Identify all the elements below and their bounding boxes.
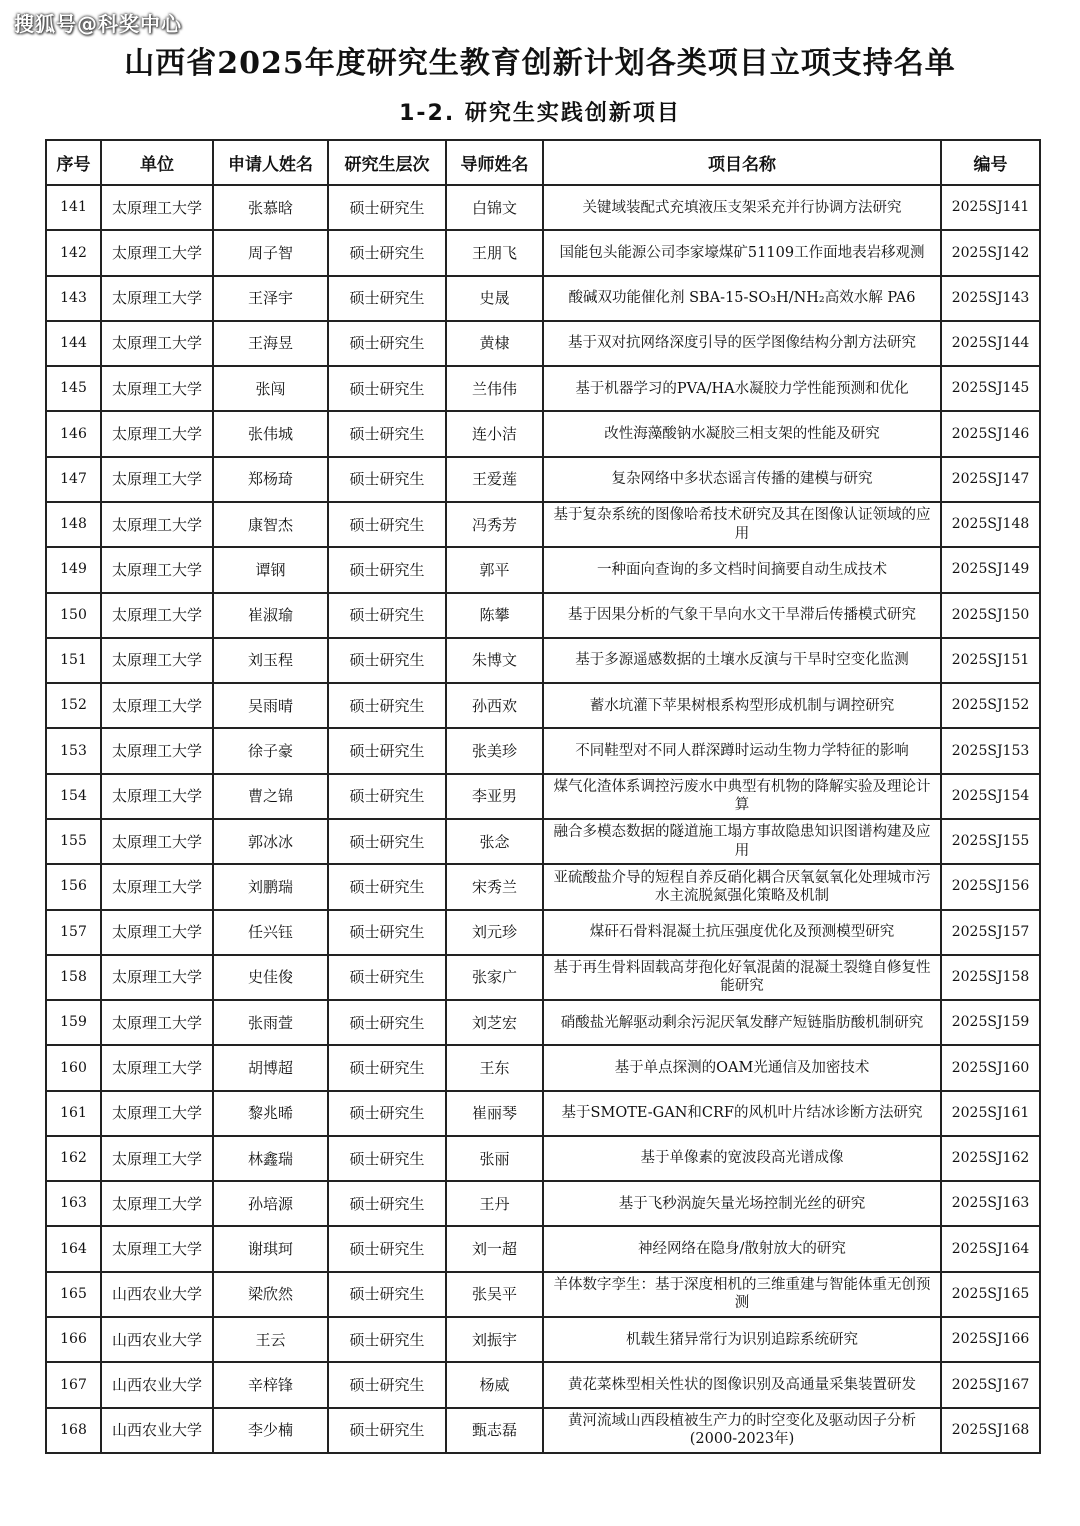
row-unit: 山西农业大学	[101, 1317, 213, 1362]
row-applicant: 林鑫瑞	[213, 1136, 328, 1181]
row-project: 基于SMOTE-GAN和CRF的风机叶片结冰诊断方法研究	[543, 1091, 941, 1136]
row-seq: 163	[46, 1181, 101, 1226]
row-applicant: 史佳俊	[213, 955, 328, 1000]
row-seq: 162	[46, 1136, 101, 1181]
row-level: 硕士研究生	[328, 955, 446, 1000]
row-code: 2025SJ162	[941, 1136, 1040, 1181]
row-unit: 太原理工大学	[101, 547, 213, 592]
row-level: 硕士研究生	[328, 321, 446, 366]
row-advisor: 王朋飞	[446, 230, 543, 275]
table-row	[46, 1408, 1040, 1453]
table-row	[46, 1317, 1040, 1362]
row-unit: 太原理工大学	[101, 366, 213, 411]
row-applicant: 梁欣然	[213, 1272, 328, 1317]
row-code: 2025SJ155	[941, 819, 1040, 864]
row-level: 硕士研究生	[328, 728, 446, 773]
row-applicant: 辛梓锋	[213, 1362, 328, 1407]
table-row	[46, 728, 1040, 773]
row-unit: 太原理工大学	[101, 683, 213, 728]
table-row	[46, 185, 1040, 230]
table-row	[46, 593, 1040, 638]
watermark: 搜狐号@科奖中心	[14, 12, 182, 36]
row-level: 硕士研究生	[328, 819, 446, 864]
row-code: 2025SJ156	[941, 864, 1040, 909]
row-seq: 144	[46, 321, 101, 366]
row-advisor: 朱博文	[446, 638, 543, 683]
row-project: 不同鞋型对不同人群深蹲时运动生物力学特征的影响	[543, 728, 941, 773]
table-row	[46, 1000, 1040, 1045]
row-seq: 150	[46, 593, 101, 638]
row-unit: 山西农业大学	[101, 1272, 213, 1317]
row-seq: 158	[46, 955, 101, 1000]
row-unit: 太原理工大学	[101, 955, 213, 1000]
row-seq: 157	[46, 910, 101, 955]
row-project: 黄河流域山西段植被生产力的时空变化及驱动因子分析(2000-2023年)	[543, 1408, 941, 1453]
row-level: 硕士研究生	[328, 593, 446, 638]
row-level: 硕士研究生	[328, 774, 446, 819]
table-row	[46, 1045, 1040, 1090]
row-seq: 159	[46, 1000, 101, 1045]
row-code: 2025SJ148	[941, 502, 1040, 547]
row-unit: 太原理工大学	[101, 638, 213, 683]
table-row	[46, 321, 1040, 366]
row-unit: 太原理工大学	[101, 276, 213, 321]
table-body	[46, 185, 1040, 1453]
row-project: 基于因果分析的气象干旱向水文干旱滞后传播模式研究	[543, 593, 941, 638]
row-unit: 太原理工大学	[101, 230, 213, 275]
table-row	[46, 774, 1040, 819]
row-level: 硕士研究生	[328, 547, 446, 592]
row-seq: 153	[46, 728, 101, 773]
row-code: 2025SJ145	[941, 366, 1040, 411]
row-advisor: 张吴平	[446, 1272, 543, 1317]
row-project: 煤矸石骨料混凝土抗压强度优化及预测模型研究	[543, 910, 941, 955]
row-seq: 151	[46, 638, 101, 683]
row-project: 蓄水坑灌下苹果树根系构型形成机制与调控研究	[543, 683, 941, 728]
column-header-code: 编号	[941, 140, 1040, 185]
row-code: 2025SJ149	[941, 547, 1040, 592]
row-level: 硕士研究生	[328, 411, 446, 456]
column-header-unit: 单位	[101, 140, 213, 185]
row-unit: 太原理工大学	[101, 864, 213, 909]
table-row	[46, 1362, 1040, 1407]
row-code: 2025SJ153	[941, 728, 1040, 773]
row-code: 2025SJ151	[941, 638, 1040, 683]
table-header-row	[46, 140, 1040, 185]
row-level: 硕士研究生	[328, 230, 446, 275]
table-row	[46, 366, 1040, 411]
row-advisor: 张美珍	[446, 728, 543, 773]
row-code: 2025SJ166	[941, 1317, 1040, 1362]
table-row	[46, 638, 1040, 683]
table-row	[46, 457, 1040, 502]
row-level: 硕士研究生	[328, 638, 446, 683]
column-header-seq: 序号	[46, 140, 101, 185]
row-applicant: 郑杨琦	[213, 457, 328, 502]
row-code: 2025SJ154	[941, 774, 1040, 819]
row-seq: 147	[46, 457, 101, 502]
row-seq: 160	[46, 1045, 101, 1090]
table-row	[46, 1226, 1040, 1271]
row-project: 基于双对抗网络深度引导的医学图像结构分割方法研究	[543, 321, 941, 366]
row-project: 融合多模态数据的隧道施工塌方事故隐患知识图谱构建及应用	[543, 819, 941, 864]
table-row	[46, 864, 1040, 909]
row-seq: 168	[46, 1408, 101, 1453]
row-applicant: 王泽宇	[213, 276, 328, 321]
row-advisor: 冯秀芳	[446, 502, 543, 547]
row-applicant: 王云	[213, 1317, 328, 1362]
row-advisor: 陈攀	[446, 593, 543, 638]
row-seq: 156	[46, 864, 101, 909]
row-level: 硕士研究生	[328, 1045, 446, 1090]
row-seq: 165	[46, 1272, 101, 1317]
row-project: 基于多源遥感数据的土壤水反演与干旱时空变化监测	[543, 638, 941, 683]
row-applicant: 张伟城	[213, 411, 328, 456]
row-seq: 164	[46, 1226, 101, 1271]
row-code: 2025SJ144	[941, 321, 1040, 366]
row-project: 机载生猪异常行为识别追踪系统研究	[543, 1317, 941, 1362]
row-project: 基于再生骨料固载高芽孢化好氧混菌的混凝土裂缝自修复性能研究	[543, 955, 941, 1000]
row-code: 2025SJ167	[941, 1362, 1040, 1407]
row-project: 基于机器学习的PVA/HA水凝胶力学性能预测和优化	[543, 366, 941, 411]
row-project: 神经网络在隐身/散射放大的研究	[543, 1226, 941, 1271]
row-seq: 155	[46, 819, 101, 864]
row-advisor: 白锦文	[446, 185, 543, 230]
row-code: 2025SJ163	[941, 1181, 1040, 1226]
row-unit: 太原理工大学	[101, 774, 213, 819]
row-applicant: 王海昱	[213, 321, 328, 366]
row-applicant: 张雨萱	[213, 1000, 328, 1045]
row-project: 酸碱双功能催化剂 SBA-15-SO₃H/NH₂高效水解 PA6	[543, 276, 941, 321]
row-unit: 太原理工大学	[101, 185, 213, 230]
row-level: 硕士研究生	[328, 276, 446, 321]
row-applicant: 孙培源	[213, 1181, 328, 1226]
row-unit: 太原理工大学	[101, 593, 213, 638]
row-level: 硕士研究生	[328, 910, 446, 955]
row-advisor: 李亚男	[446, 774, 543, 819]
row-applicant: 曹之锦	[213, 774, 328, 819]
row-advisor: 刘芝宏	[446, 1000, 543, 1045]
column-header-level: 研究生层次	[328, 140, 446, 185]
row-unit: 太原理工大学	[101, 819, 213, 864]
row-unit: 太原理工大学	[101, 910, 213, 955]
row-project: 改性海藻酸钠水凝胶三相支架的性能及研究	[543, 411, 941, 456]
row-applicant: 徐子豪	[213, 728, 328, 773]
column-header-applicant: 申请人姓名	[213, 140, 328, 185]
row-applicant: 康智杰	[213, 502, 328, 547]
row-advisor: 黄棣	[446, 321, 543, 366]
row-unit: 太原理工大学	[101, 1136, 213, 1181]
table-row	[46, 547, 1040, 592]
row-seq: 148	[46, 502, 101, 547]
table-row	[46, 411, 1040, 456]
row-project: 一种面向查询的多文档时间摘要自动生成技术	[543, 547, 941, 592]
column-header-project: 项目名称	[543, 140, 941, 185]
row-advisor: 崔丽琴	[446, 1091, 543, 1136]
row-unit: 太原理工大学	[101, 502, 213, 547]
row-code: 2025SJ165	[941, 1272, 1040, 1317]
row-level: 硕士研究生	[328, 1272, 446, 1317]
row-code: 2025SJ158	[941, 955, 1040, 1000]
row-project: 黄花菜株型相关性状的图像识别及高通量采集装置研发	[543, 1362, 941, 1407]
row-unit: 太原理工大学	[101, 457, 213, 502]
row-project: 羊体数字孪生：基于深度相机的三维重建与智能体重无创预测	[543, 1272, 941, 1317]
row-project: 基于单点探测的OAM光通信及加密技术	[543, 1045, 941, 1090]
document-subtitle: 1-2. 研究生实践创新项目	[399, 101, 681, 126]
row-unit: 太原理工大学	[101, 1181, 213, 1226]
column-header-advisor: 导师姓名	[446, 140, 543, 185]
row-applicant: 黎兆晞	[213, 1091, 328, 1136]
row-advisor: 刘元珍	[446, 910, 543, 955]
row-code: 2025SJ161	[941, 1091, 1040, 1136]
row-project: 煤气化渣体系调控污废水中典型有机物的降解实验及理论计算	[543, 774, 941, 819]
row-advisor: 史晟	[446, 276, 543, 321]
row-advisor: 王爱莲	[446, 457, 543, 502]
row-advisor: 甄志磊	[446, 1408, 543, 1453]
row-advisor: 王丹	[446, 1181, 543, 1226]
table-row	[46, 1091, 1040, 1136]
table-row	[46, 276, 1040, 321]
row-applicant: 谭钢	[213, 547, 328, 592]
table-row	[46, 1136, 1040, 1181]
row-code: 2025SJ146	[941, 411, 1040, 456]
row-seq: 166	[46, 1317, 101, 1362]
row-project: 关键域装配式充填液压支架采充并行协调方法研究	[543, 185, 941, 230]
row-unit: 太原理工大学	[101, 1091, 213, 1136]
row-advisor: 孙西欢	[446, 683, 543, 728]
row-advisor: 兰伟伟	[446, 366, 543, 411]
row-unit: 太原理工大学	[101, 728, 213, 773]
row-project: 基于单像素的宽波段高光谱成像	[543, 1136, 941, 1181]
row-advisor: 杨威	[446, 1362, 543, 1407]
row-code: 2025SJ157	[941, 910, 1040, 955]
project-table	[45, 139, 1041, 1454]
row-project: 复杂网络中多状态谣言传播的建模与研究	[543, 457, 941, 502]
row-seq: 143	[46, 276, 101, 321]
row-code: 2025SJ164	[941, 1226, 1040, 1271]
row-unit: 太原理工大学	[101, 321, 213, 366]
row-applicant: 李少楠	[213, 1408, 328, 1453]
row-advisor: 宋秀兰	[446, 864, 543, 909]
row-level: 硕士研究生	[328, 1317, 446, 1362]
row-applicant: 周子智	[213, 230, 328, 275]
row-advisor: 刘振宇	[446, 1317, 543, 1362]
row-applicant: 胡博超	[213, 1045, 328, 1090]
row-level: 硕士研究生	[328, 1181, 446, 1226]
table-row	[46, 955, 1040, 1000]
row-project: 基于复杂系统的图像哈希技术研究及其在图像认证领域的应用	[543, 502, 941, 547]
row-code: 2025SJ150	[941, 593, 1040, 638]
row-project: 硝酸盐光解驱动剩余污泥厌氧发酵产短链脂肪酸机制研究	[543, 1000, 941, 1045]
row-applicant: 刘鹏瑞	[213, 864, 328, 909]
table-row	[46, 683, 1040, 728]
row-seq: 161	[46, 1091, 101, 1136]
row-applicant: 郭冰冰	[213, 819, 328, 864]
row-advisor: 张念	[446, 819, 543, 864]
row-project: 亚硫酸盐介导的短程自养反硝化耦合厌氧氨氧化处理城市污水主流脱氮强化策略及机制	[543, 864, 941, 909]
row-seq: 152	[46, 683, 101, 728]
row-unit: 太原理工大学	[101, 411, 213, 456]
row-level: 硕士研究生	[328, 1136, 446, 1181]
row-level: 硕士研究生	[328, 185, 446, 230]
table-row	[46, 1272, 1040, 1317]
row-code: 2025SJ147	[941, 457, 1040, 502]
row-unit: 太原理工大学	[101, 1000, 213, 1045]
row-applicant: 任兴钰	[213, 910, 328, 955]
row-level: 硕士研究生	[328, 864, 446, 909]
row-level: 硕士研究生	[328, 1362, 446, 1407]
row-advisor: 张丽	[446, 1136, 543, 1181]
row-advisor: 王东	[446, 1045, 543, 1090]
row-level: 硕士研究生	[328, 366, 446, 411]
row-seq: 154	[46, 774, 101, 819]
row-applicant: 吴雨晴	[213, 683, 328, 728]
row-seq: 149	[46, 547, 101, 592]
row-project: 国能包头能源公司李家壕煤矿51109工作面地表岩移观测	[543, 230, 941, 275]
row-applicant: 张闯	[213, 366, 328, 411]
row-applicant: 谢琪珂	[213, 1226, 328, 1271]
row-code: 2025SJ152	[941, 683, 1040, 728]
row-level: 硕士研究生	[328, 683, 446, 728]
row-advisor: 刘一超	[446, 1226, 543, 1271]
row-level: 硕士研究生	[328, 1000, 446, 1045]
row-seq: 141	[46, 185, 101, 230]
row-advisor: 连小洁	[446, 411, 543, 456]
table-row	[46, 502, 1040, 547]
row-code: 2025SJ160	[941, 1045, 1040, 1090]
row-level: 硕士研究生	[328, 1091, 446, 1136]
row-code: 2025SJ159	[941, 1000, 1040, 1045]
row-level: 硕士研究生	[328, 1408, 446, 1453]
row-applicant: 崔淑瑜	[213, 593, 328, 638]
row-seq: 146	[46, 411, 101, 456]
row-unit: 山西农业大学	[101, 1408, 213, 1453]
table-row	[46, 230, 1040, 275]
row-advisor: 张家广	[446, 955, 543, 1000]
row-level: 硕士研究生	[328, 457, 446, 502]
row-seq: 145	[46, 366, 101, 411]
row-code: 2025SJ143	[941, 276, 1040, 321]
table-row	[46, 1181, 1040, 1226]
row-unit: 山西农业大学	[101, 1362, 213, 1407]
row-applicant: 张慕晗	[213, 185, 328, 230]
row-code: 2025SJ142	[941, 230, 1040, 275]
document-title: 山西省2025年度研究生教育创新计划各类项目立项支持名单	[124, 46, 956, 81]
row-code: 2025SJ168	[941, 1408, 1040, 1453]
row-seq: 142	[46, 230, 101, 275]
row-project: 基于飞秒涡旋矢量光场控制光丝的研究	[543, 1181, 941, 1226]
row-seq: 167	[46, 1362, 101, 1407]
table-row	[46, 910, 1040, 955]
table-row	[46, 819, 1040, 864]
row-advisor: 郭平	[446, 547, 543, 592]
row-code: 2025SJ141	[941, 185, 1040, 230]
row-level: 硕士研究生	[328, 502, 446, 547]
row-unit: 太原理工大学	[101, 1226, 213, 1271]
row-unit: 太原理工大学	[101, 1045, 213, 1090]
row-level: 硕士研究生	[328, 1226, 446, 1271]
row-applicant: 刘玉程	[213, 638, 328, 683]
